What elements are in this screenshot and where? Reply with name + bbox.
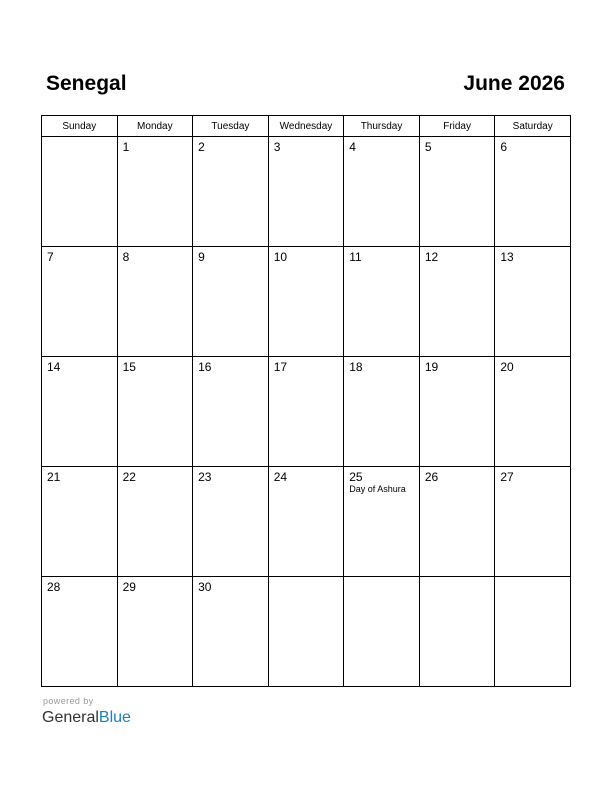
day-cell bbox=[117, 247, 193, 357]
brand-blue-text: Blue bbox=[98, 709, 131, 726]
day-number: 26 bbox=[424, 470, 439, 484]
day-number: 12 bbox=[424, 250, 439, 264]
day-number: 3 bbox=[273, 140, 281, 154]
day-number: 15 bbox=[122, 360, 136, 374]
day-number: 30 bbox=[198, 580, 212, 594]
day-cell bbox=[268, 467, 344, 577]
day-number: 6 bbox=[500, 140, 508, 154]
day-number: 14 bbox=[47, 360, 61, 374]
day-number: 2 bbox=[198, 140, 205, 154]
empty-day-cell bbox=[495, 577, 571, 687]
day-cell bbox=[42, 247, 118, 357]
day-cell bbox=[193, 137, 269, 247]
weekday-sunday: Sunday bbox=[42, 116, 118, 137]
day-cell bbox=[117, 467, 193, 577]
holiday-label: Day of Ashura bbox=[349, 484, 406, 494]
day-cell bbox=[495, 357, 571, 467]
day-cell bbox=[419, 247, 495, 357]
day-number: 10 bbox=[273, 250, 288, 264]
calendar-week-row bbox=[42, 467, 571, 577]
day-cell bbox=[42, 467, 118, 577]
day-number: 13 bbox=[500, 250, 514, 264]
day-number: 19 bbox=[424, 360, 439, 374]
empty-day-cell bbox=[344, 577, 420, 687]
day-number: 24 bbox=[273, 470, 288, 484]
month-year-title: June 2026 bbox=[463, 72, 565, 95]
day-cell bbox=[193, 467, 269, 577]
day-cell bbox=[193, 247, 269, 357]
day-number: 20 bbox=[500, 360, 514, 374]
day-number: 27 bbox=[500, 470, 514, 484]
day-number: 22 bbox=[122, 470, 136, 484]
day-number: 7 bbox=[47, 250, 54, 264]
day-number: 18 bbox=[349, 360, 363, 374]
calendar-week-row bbox=[42, 357, 571, 467]
day-cell bbox=[268, 247, 344, 357]
day-number: 11 bbox=[349, 250, 362, 264]
empty-day-cell bbox=[42, 137, 118, 247]
day-cell bbox=[193, 357, 269, 467]
powered-by-text: powered by bbox=[43, 696, 94, 706]
weekday-thursday: Thursday bbox=[344, 116, 420, 137]
day-number: 29 bbox=[122, 580, 136, 594]
day-cell bbox=[495, 467, 571, 577]
day-cell bbox=[42, 357, 118, 467]
day-cell bbox=[193, 577, 269, 687]
day-cell bbox=[495, 137, 571, 247]
day-number: 17 bbox=[273, 360, 288, 374]
day-number: 5 bbox=[424, 140, 432, 154]
day-number: 1 bbox=[122, 140, 130, 154]
day-cell bbox=[344, 467, 420, 577]
weekday-monday: Monday bbox=[117, 116, 193, 137]
weekday-header-row bbox=[42, 116, 571, 137]
calendar-week-row bbox=[42, 247, 571, 357]
weekday-wednesday: Wednesday bbox=[268, 116, 344, 137]
day-cell bbox=[117, 137, 193, 247]
calendar-body bbox=[42, 137, 571, 687]
day-number: 23 bbox=[198, 470, 212, 484]
day-number: 25 bbox=[349, 470, 363, 484]
weekday-saturday: Saturday bbox=[495, 116, 571, 137]
day-cell bbox=[419, 137, 495, 247]
day-number: 9 bbox=[198, 250, 205, 264]
day-cell bbox=[419, 357, 495, 467]
day-cell bbox=[344, 247, 420, 357]
country-title: Senegal bbox=[46, 72, 127, 95]
day-number: 21 bbox=[47, 470, 61, 484]
day-number: 28 bbox=[47, 580, 61, 594]
day-cell bbox=[344, 137, 420, 247]
empty-day-cell bbox=[419, 577, 495, 687]
calendar-grid bbox=[41, 115, 571, 687]
day-cell bbox=[495, 247, 571, 357]
day-cell bbox=[419, 467, 495, 577]
empty-day-cell bbox=[268, 577, 344, 687]
weekday-tuesday: Tuesday bbox=[193, 116, 269, 137]
day-cell bbox=[268, 357, 344, 467]
day-cell bbox=[42, 577, 118, 687]
calendar-week-row bbox=[42, 137, 571, 247]
day-cell bbox=[117, 577, 193, 687]
footer-branding bbox=[42, 696, 131, 728]
day-number: 8 bbox=[122, 250, 130, 264]
day-number: 16 bbox=[198, 360, 212, 374]
weekday-friday: Friday bbox=[419, 116, 495, 137]
day-number: 4 bbox=[349, 140, 356, 154]
calendar-week-row bbox=[42, 577, 571, 687]
day-cell bbox=[117, 357, 193, 467]
day-cell bbox=[344, 357, 420, 467]
day-cell bbox=[268, 137, 344, 247]
brand-logo bbox=[42, 708, 131, 728]
brand-general-text: General bbox=[42, 709, 99, 726]
